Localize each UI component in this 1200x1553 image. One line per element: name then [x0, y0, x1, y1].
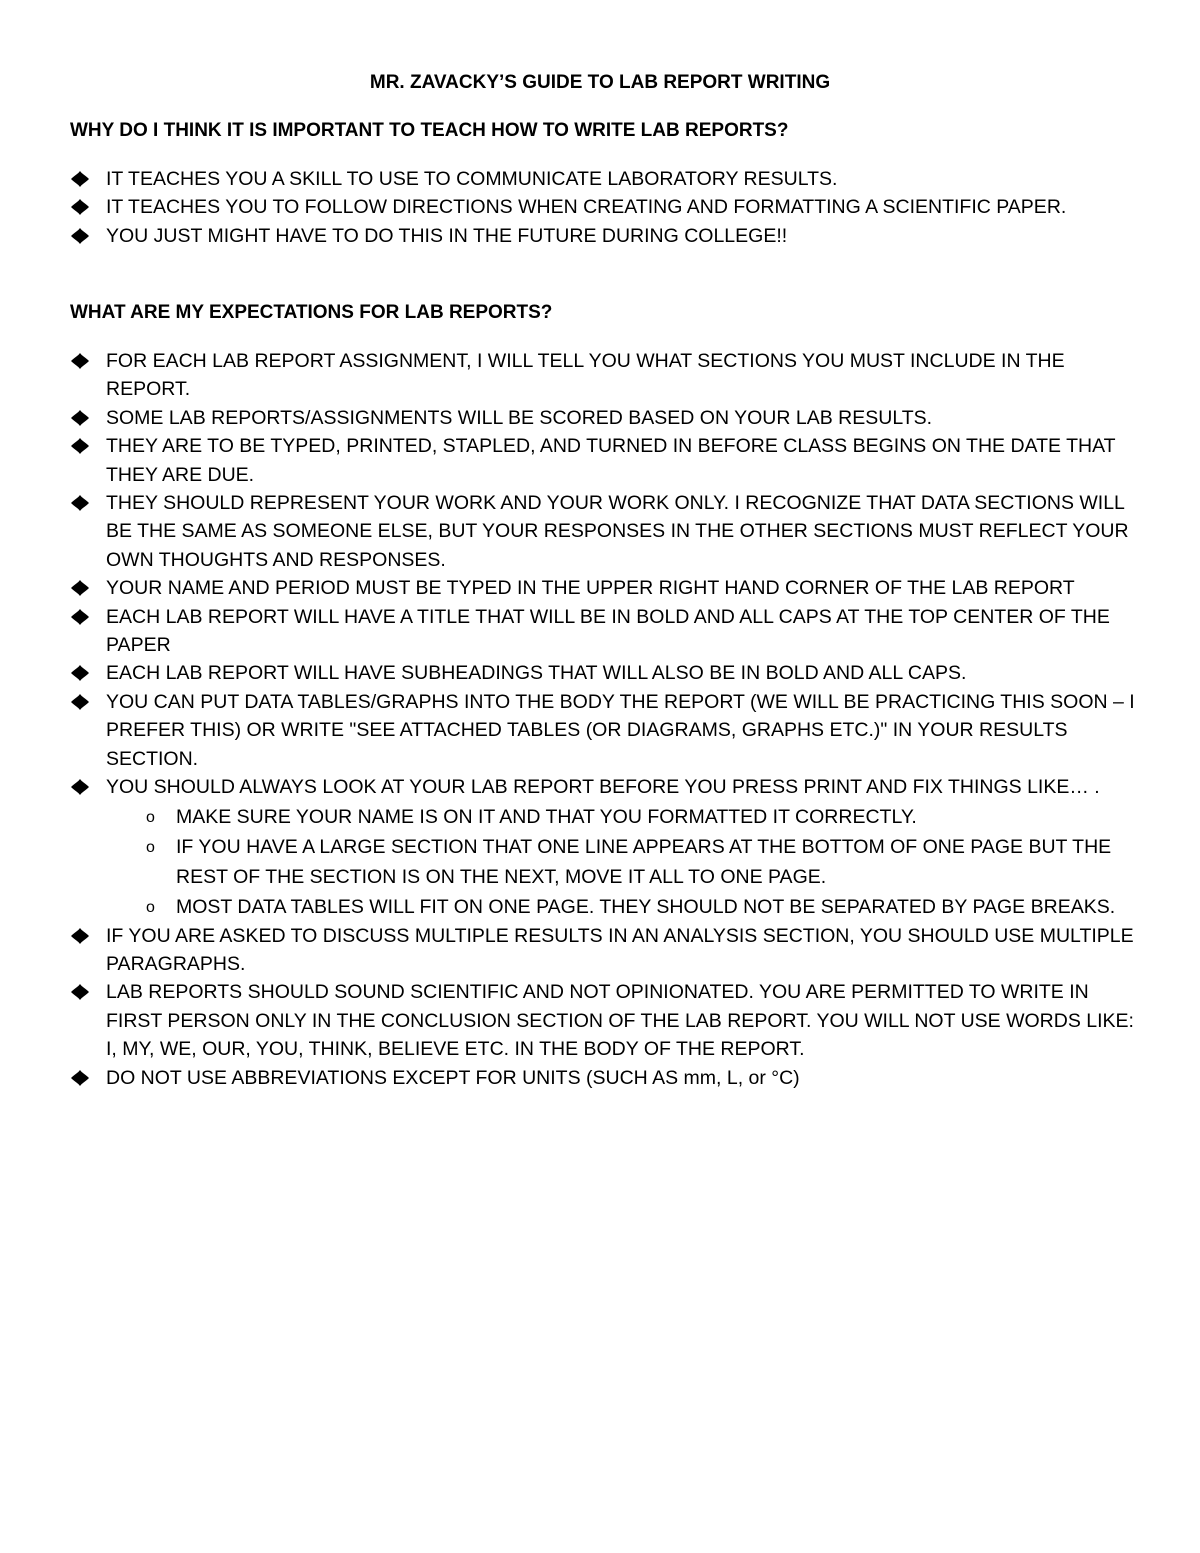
list-item-text: IT TEACHES YOU A SKILL TO USE TO COMMUNICATE LABORATORY RESULTS. — [106, 168, 838, 190]
circle-bullet-icon: o — [146, 898, 155, 916]
importance-list — [0, 165, 1200, 250]
bullet-icon — [71, 665, 89, 681]
list-item-text: SOME LAB REPORTS/ASSIGNMENTS WILL BE SCORED BASED ON YOUR LAB RESULTS. — [106, 406, 933, 429]
list-item-text: IF YOU ARE ASKED TO DISCUSS MULTIPLE RESULTS IN AN ANALYSIS SECTION, YOU SHOULD USE MULTIPLE PARAGRAPHS. — [106, 924, 1134, 975]
list-item — [0, 165, 1136, 193]
sublist-item-text: MOST DATA TABLES WILL FIT ON ONE PAGE. THEY SHOULD NOT BE SEPARATED BY PAGE BREAKS. — [176, 895, 1116, 918]
list-item — [0, 978, 1136, 1063]
bullet-icon — [71, 779, 89, 795]
list-item — [0, 574, 1136, 602]
list-item — [0, 222, 1136, 250]
bullet-icon — [71, 438, 89, 454]
list-item-text: IT TEACHES YOU TO FOLLOW DIRECTIONS WHEN CREATING AND FORMATTING A SCIENTIFIC PAPER. — [106, 196, 1067, 219]
list-item — [0, 1064, 1136, 1092]
fix-things-sublist — [106, 802, 1136, 922]
list-item-text: EACH LAB REPORT WILL HAVE SUBHEADINGS THAT WILL ALSO BE IN BOLD AND ALL CAPS. — [106, 662, 967, 685]
circle-bullet-icon: o — [146, 808, 155, 826]
list-item — [0, 659, 1136, 687]
list-item-text: DO NOT USE ABBREVIATIONS EXCEPT FOR UNITS (SUCH AS mm, L, or °C) — [106, 1066, 800, 1089]
bullet-icon — [71, 199, 89, 215]
list-item — [0, 347, 1136, 404]
list-item-text: YOU SHOULD ALWAYS LOOK AT YOUR LAB REPORT BEFORE YOU PRESS PRINT AND FIX THINGS LIKE… . — [106, 776, 1100, 799]
list-item-text: FOR EACH LAB REPORT ASSIGNMENT, I WILL TELL YOU WHAT SECTIONS YOU MUST INCLUDE IN THE REPORT. — [106, 350, 1065, 401]
list-item — [0, 404, 1136, 432]
list-item-text: YOU CAN PUT DATA TABLES/GRAPHS INTO THE BODY THE REPORT (WE WILL BE PRACTICING THIS SOON – I PREFER THIS) OR WRITE "SEE ATTACHED TABLES (OR DIAGRAMS, GRAPHS ETC.)" IN YOUR RESULTS SECTION. — [106, 690, 1135, 770]
bullet-icon — [71, 928, 89, 944]
list-item — [0, 489, 1136, 574]
bullet-icon — [71, 410, 89, 426]
document-title: MR. ZAVACKY’S GUIDE TO LAB REPORT WRITING — [369, 72, 831, 93]
list-item-text: EACH LAB REPORT WILL HAVE A TITLE THAT WILL BE IN BOLD AND ALL CAPS AT THE TOP CENTER OF THE PAPER — [106, 605, 1110, 657]
sublist-item-text: MAKE SURE YOUR NAME IS ON IT AND THAT YOU FORMATTED IT CORRECTLY. — [176, 805, 917, 828]
list-item — [0, 922, 1136, 979]
section-heading-importance: WHY DO I THINK IT IS IMPORTANT TO TEACH HOW TO WRITE LAB REPORTS? — [70, 120, 789, 141]
bullet-icon — [71, 609, 89, 625]
list-item — [0, 603, 1136, 660]
bullet-icon — [71, 353, 89, 369]
bullet-icon — [71, 228, 89, 244]
sublist-item — [106, 832, 1136, 892]
bullet-icon — [71, 171, 89, 187]
list-item-text: YOU JUST MIGHT HAVE TO DO THIS IN THE FUTURE DURING COLLEGE!! — [106, 224, 788, 247]
sublist-item-text: IF YOU HAVE A LARGE SECTION THAT ONE LINE APPEARS AT THE BOTTOM OF ONE PAGE BUT THE REST OF THE SECTION IS ON THE NEXT, MOVE IT ALL TO ONE PAGE. — [176, 835, 1112, 888]
circle-bullet-icon: o — [146, 838, 155, 856]
sublist-item — [106, 892, 1136, 922]
list-item-text: THEY ARE TO BE TYPED, PRINTED, STAPLED, AND TURNED IN BEFORE CLASS BEGINS ON THE DATE THAT THEY ARE DUE. — [106, 435, 1116, 486]
bullet-icon — [71, 984, 89, 1000]
bullet-icon — [71, 694, 89, 710]
list-item — [0, 773, 1136, 921]
bullet-icon — [71, 495, 89, 511]
bullet-icon — [71, 580, 89, 596]
list-item — [0, 688, 1136, 773]
section-heading-expectations: WHAT ARE MY EXPECTATIONS FOR LAB REPORTS? — [70, 302, 553, 323]
list-item — [0, 193, 1136, 221]
list-item-text: YOUR NAME AND PERIOD MUST BE TYPED IN THE UPPER RIGHT HAND CORNER OF THE LAB REPORT — [106, 577, 1075, 600]
expectations-list — [0, 347, 1200, 1092]
list-item-text: THEY SHOULD REPRESENT YOUR WORK AND YOUR WORK ONLY. I RECOGNIZE THAT DATA SECTIONS WILL BE THE SAME AS SOMEONE ELSE, BUT YOUR RESPONSES IN THE OTHER SECTIONS MUST REFLECT YOUR OWN THOUGHTS AND RESPONSES. — [106, 492, 1129, 571]
list-item-text: LAB REPORTS SHOULD SOUND SCIENTIFIC AND NOT OPINIONATED. YOU ARE PERMITTED TO WRITE IN FIRST PERSON ONLY IN THE CONCLUSION SECTION OF THE LAB REPORT. YOU WILL NOT USE WORDS LIKE: I, MY, WE, OUR, YOU, THINK, BELIEVE ETC. IN THE BODY OF THE REPORT. — [106, 981, 1134, 1061]
sublist-item — [106, 802, 1136, 832]
list-item — [0, 432, 1136, 489]
bullet-icon — [71, 1070, 89, 1086]
